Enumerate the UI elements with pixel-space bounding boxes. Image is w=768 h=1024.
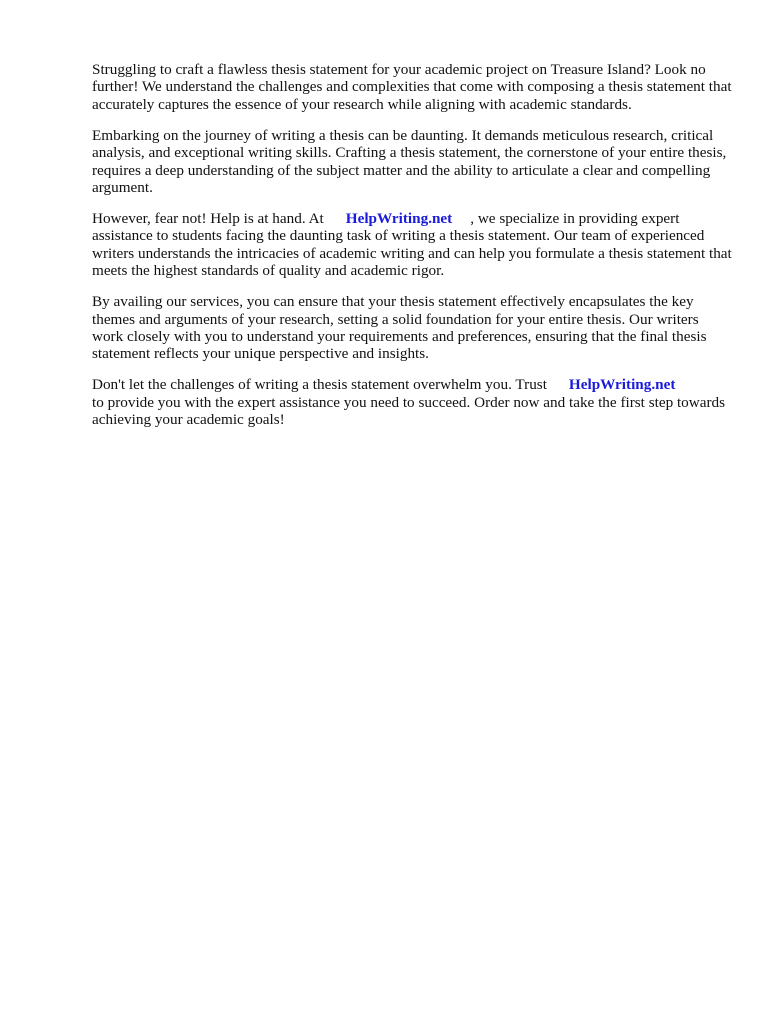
helpwriting-link-closing[interactable]: HelpWriting.net bbox=[568, 376, 676, 394]
paragraph-help-after: , we specialize in providing expert assistance to students facing the daunting task of writing a thesis statement. Our team of experienced writers understands the intricacies of academic writing and can help you formulate a thesis statement that meets the highest standards of quality and academic rigor. bbox=[92, 210, 732, 280]
paragraph-help bbox=[92, 210, 732, 280]
paragraph-closing-before: Don't let the challenges of writing a thesis statement overwhelm you. Trust bbox=[92, 376, 547, 394]
paragraph-challenge: Embarking on the journey of writing a thesis can be daunting. It demands meticulous research, critical analysis, and exceptional writing skills. Crafting a thesis statement, the cornerstone of your entire thesis, requires a deep understanding of the subject matter and the ability to articulate a clear and compelling argument. bbox=[92, 126, 727, 197]
paragraph-services: By availing our services, you can ensure that your thesis statement effectively encapsulates the key themes and arguments of your research, setting a solid foundation for your entire thesis. Our writers work closely with you to understand your requirements and preferences, ensuring that the final thesis statement reflects your unique perspective and insights. bbox=[92, 293, 707, 363]
paragraph-help-before: However, fear not! Help is at hand. At bbox=[92, 210, 324, 228]
helpwriting-link[interactable]: HelpWriting.net bbox=[345, 210, 453, 228]
paragraph-closing bbox=[92, 376, 732, 428]
document-body bbox=[92, 61, 732, 442]
paragraph-closing-after: to provide you with the expert assistance you need to succeed. Order now and take the first step towards achieving your academic goals! bbox=[92, 393, 726, 429]
paragraph-intro: Struggling to craft a flawless thesis statement for your academic project on Treasure Island? Look no further! We understand the challenges and complexities that come with composing a thesis statement that accurately captures the essence of your research while aligning with academic standards. bbox=[92, 61, 732, 113]
